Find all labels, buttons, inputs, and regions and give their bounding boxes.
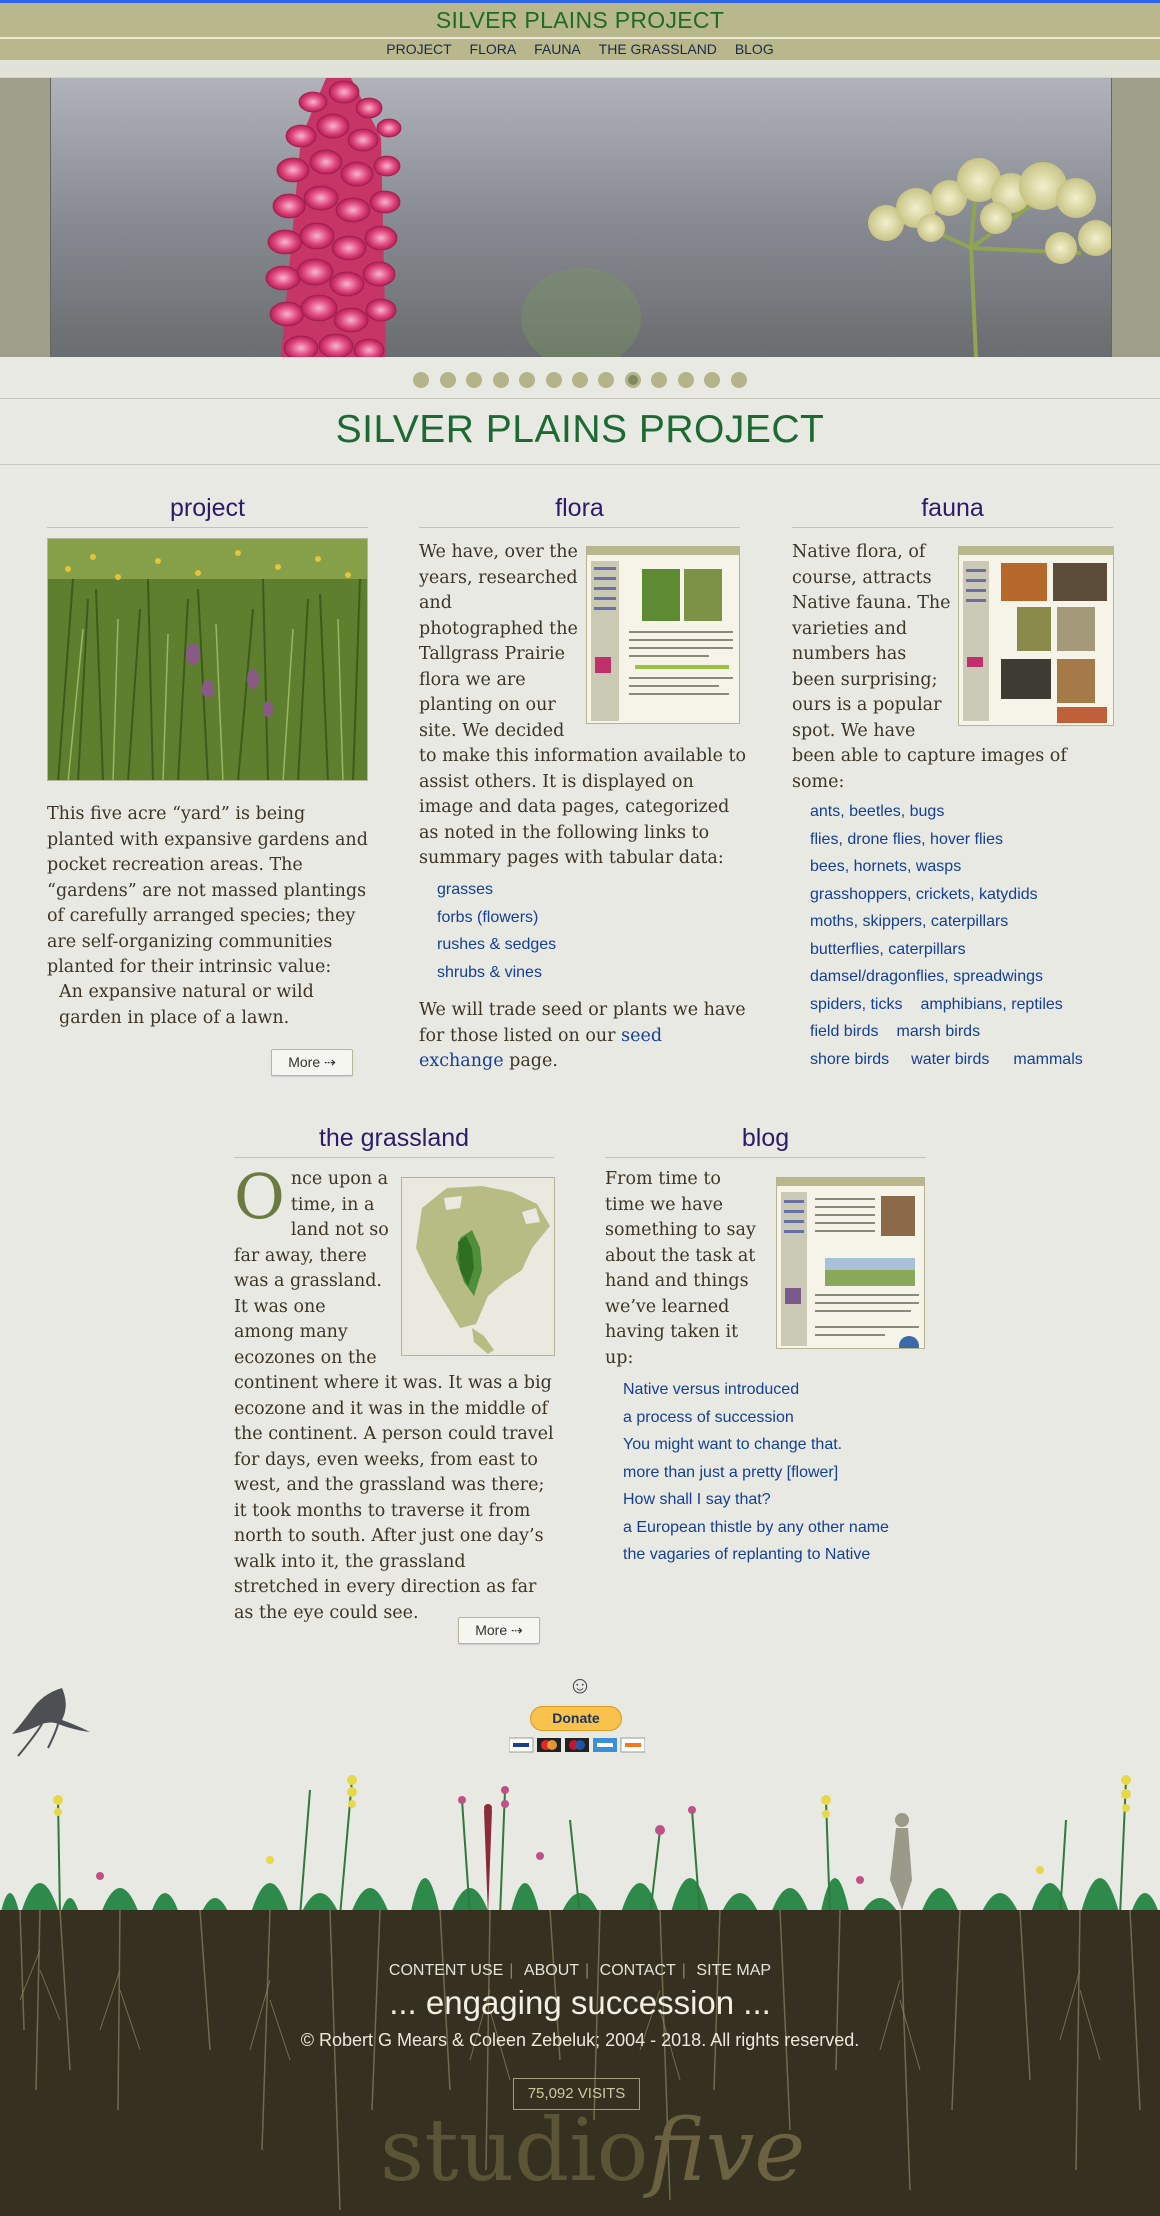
slide-dot[interactable] (493, 372, 509, 388)
slide-dot[interactable] (678, 372, 694, 388)
fauna-link-list (810, 798, 1130, 1073)
divider (0, 398, 1160, 399)
nav-project[interactable]: PROJECT (386, 41, 452, 57)
flora-text-wrap (419, 540, 749, 876)
slide-dot[interactable] (466, 372, 482, 388)
grassland-text: nce upon a time, in a land not so far away, there was a grassland. It was one among many ecozones on the continent where it was. It was a big ecozone and it was in the middle of the continent. A person could travel for days, even weeks, from east to west, and the grassland was there; it took months to traverse it from north to south. After just one day’s walk into it, the grassland stretched in every direction as far as the eye could see. (234, 1169, 554, 1623)
slide-dot[interactable] (440, 372, 456, 388)
fauna-link-moths[interactable]: moths, skippers, caterpillars (810, 913, 1009, 930)
footer-tagline: ... engaging succession ... (389, 1984, 771, 2021)
slide-dot[interactable] (413, 372, 429, 388)
flora-link-forbs[interactable]: forbs (flowers) (437, 908, 539, 926)
fauna-text-wrap (792, 540, 1122, 796)
flora-trade-pre: We will trade seed or plants we have for those listed on our (419, 1000, 746, 1046)
project-heading[interactable]: project (47, 494, 368, 528)
page-title: SILVER PLAINS PROJECT (335, 408, 825, 451)
fauna-link-row (810, 1046, 1130, 1074)
slide-indicators (0, 372, 1160, 388)
grassland-drop-cap: O (234, 1160, 285, 1233)
fauna-link-grasshoppers[interactable]: grasshoppers, crickets, katydids (810, 885, 1038, 903)
fauna-link-marsh-birds[interactable]: marsh birds (896, 1023, 981, 1040)
blog-link[interactable]: the vagaries of replanting to Native (623, 1546, 871, 1563)
footer-separator: | (509, 1962, 514, 1979)
flora-text: We have, over the years, researched and photographed the Tallgrass Prairie flora we are planting on our site. We decided to make this information available to assist others. It is displayed on image and data pages, categorized as noted in the following links to summary pages with tabular data: (419, 542, 747, 868)
blog-link[interactable]: You might want to change that. (623, 1436, 843, 1453)
grassland-heading[interactable]: the grassland (234, 1124, 554, 1158)
fauna-link-row (810, 853, 1130, 881)
nav-blog[interactable]: BLOG (734, 41, 774, 57)
fauna-link-flies[interactable]: flies, drone flies, hover flies (810, 830, 1003, 848)
footer-link-contact[interactable]: CONTACT (599, 1962, 676, 1979)
blog-text: From time to time we have something to say about the task at hand and things we’ve learned having taken it up: (605, 1169, 756, 1368)
fauna-link-butterflies[interactable]: butterflies, caterpillars (810, 940, 966, 958)
fauna-link-field-birds[interactable]: field birds (810, 1023, 879, 1040)
slide-dot[interactable] (731, 372, 747, 388)
fauna-link-row (810, 936, 1130, 964)
heron-icon (8, 1686, 92, 1762)
blog-link-list (623, 1376, 943, 1569)
main-nav (0, 39, 1160, 60)
blog-text-wrap (605, 1167, 935, 1383)
studio-word: studio (380, 2101, 649, 2201)
fauna-link-row (810, 798, 1130, 826)
flora-link-rushes-sedges[interactable]: rushes & sedges (437, 936, 557, 953)
banner-image[interactable] (50, 78, 1112, 357)
slide-dot-active[interactable] (625, 372, 641, 388)
flora-link-shrubs-vines[interactable]: shrubs & vines (437, 963, 542, 981)
fauna-link-water-birds[interactable]: water birds (911, 1050, 990, 1068)
slide-dot[interactable] (572, 372, 588, 388)
fauna-link-mammals[interactable]: mammals (1013, 1050, 1083, 1068)
studio-five-logo[interactable] (380, 2096, 806, 2206)
smiley-icon: ☺ (567, 1672, 593, 1699)
prairie-plants-illustration (0, 1760, 1160, 1916)
blog-heading[interactable]: blog (605, 1124, 926, 1158)
studio-num: five (648, 2101, 806, 2201)
visit-counter: 75,092 VISITS (513, 2078, 640, 2110)
flora-trade-post: page. (509, 1051, 558, 1071)
flora-link-grasses[interactable]: grasses (437, 881, 494, 898)
project-photo[interactable] (47, 538, 368, 781)
fauna-link-row (810, 908, 1130, 936)
header-subbar (0, 60, 1160, 78)
divider (0, 464, 1160, 465)
grassland-text-wrap (234, 1160, 554, 1623)
blog-link[interactable]: more than just a pretty [flower] (623, 1463, 839, 1481)
blog-link[interactable]: Native versus introduced (623, 1381, 800, 1398)
seed-exchange-link[interactable]: seed exchange (419, 1025, 663, 1071)
blog-link[interactable]: How shall I say that? (623, 1491, 771, 1508)
footer-links (0, 1962, 1160, 1980)
nav-the-grassland[interactable]: THE GRASSLAND (598, 41, 717, 57)
blog-link[interactable]: a process of succession (623, 1408, 794, 1426)
fauna-heading[interactable]: fauna (792, 494, 1113, 528)
footer-link-about[interactable]: ABOUT (523, 1962, 580, 1979)
slide-dot[interactable] (651, 372, 667, 388)
footer-link-content-use[interactable]: CONTENT USE (388, 1962, 504, 1979)
slide-dot[interactable] (704, 372, 720, 388)
footer-separator: | (585, 1962, 590, 1979)
footer-copyright: © Robert G Mears & Coleen Zebeluk; 2004 - 2018. All rights reserved. (300, 2030, 860, 2050)
slide-dot[interactable] (519, 372, 535, 388)
fauna-text: Native flora, of course, attracts Native fauna. The varieties and numbers has been surprising; ours is a popular spot. We have been able to capture images of some: (792, 542, 1067, 792)
fauna-link-dragonflies[interactable]: damsel/dragonflies, spreadwings (810, 968, 1044, 985)
flora-heading[interactable]: flora (419, 494, 740, 528)
fauna-link-spiders[interactable]: spiders, ticks (810, 995, 903, 1013)
project-text: This five acre “yard” is being planted with expansive gardens and pocket recreation areas. The “gardens” are not massed plantings of carefully arranged species; they are self-organizing communities planted for their intrinsic value: (47, 804, 368, 977)
flora-trade-text (419, 998, 749, 1075)
flora-link-list (437, 876, 737, 986)
slide-dot[interactable] (546, 372, 562, 388)
footer-link-site-map[interactable]: SITE MAP (696, 1962, 772, 1979)
fauna-link-amphibians[interactable]: amphibians, reptiles (920, 995, 1063, 1013)
slide-dot[interactable] (598, 372, 614, 388)
fauna-link-row (810, 881, 1130, 909)
site-title[interactable]: SILVER PLAINS PROJECT (435, 7, 725, 33)
fauna-link-shore-birds[interactable]: shore birds (810, 1050, 890, 1068)
blog-link[interactable]: a European thistle by any other name (623, 1518, 889, 1536)
fauna-link-row (810, 963, 1130, 991)
project-more-button[interactable]: More ⇢ (271, 1049, 353, 1076)
fauna-link-ants-beetles[interactable]: ants, beetles, bugs (810, 803, 945, 820)
fauna-link-row (810, 991, 1130, 1019)
fauna-link-bees[interactable]: bees, hornets, wasps (810, 858, 962, 875)
nav-fauna[interactable]: FAUNA (534, 41, 581, 57)
grassland-more-button[interactable]: More ⇢ (458, 1617, 540, 1644)
footer-separator: | (681, 1962, 686, 1979)
project-quote: An expansive natural or wild garden in place of a lawn. (59, 982, 314, 1028)
donate-button[interactable]: Donate (530, 1706, 622, 1731)
fauna-link-row (810, 1018, 1130, 1046)
nav-flora[interactable]: FLORA (469, 41, 517, 57)
payment-cards-icon (509, 1737, 645, 1753)
banner-slideshow (0, 78, 1160, 357)
site-header (0, 3, 1160, 39)
fauna-link-row (810, 826, 1130, 854)
